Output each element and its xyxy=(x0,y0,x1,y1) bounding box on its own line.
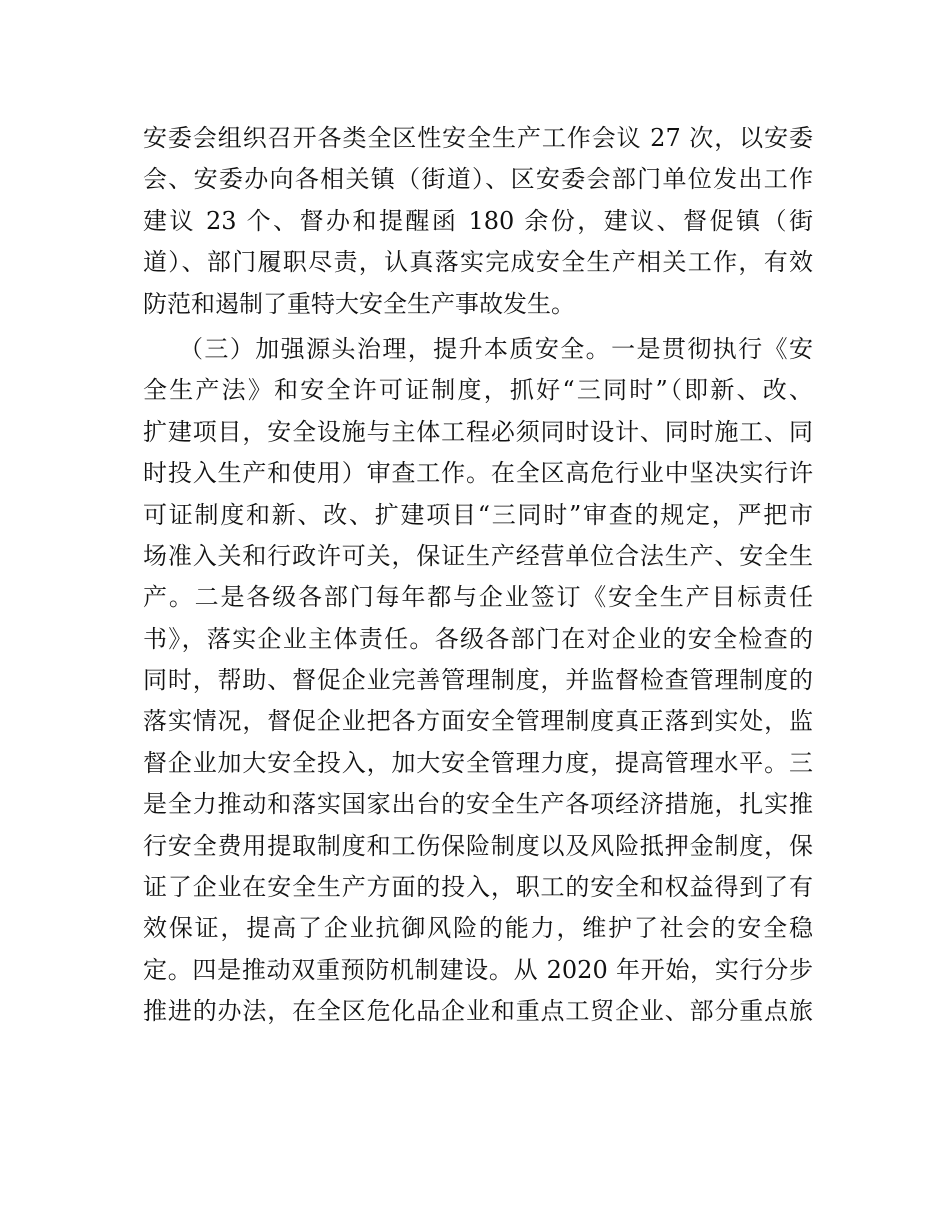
paragraph-2 xyxy=(143,329,813,1033)
text-line: 书》，落实企业主体责任。各级各部门在对企业的安全检查的 xyxy=(143,624,813,653)
text-line: 全生产法》和安全许可证制度，抓好“三同时”（即新、改、 xyxy=(143,376,813,405)
text-line: 推进的办法，在全区危化品企业和重点工贸企业、部分重点旅 xyxy=(143,997,813,1026)
text-line: 扩建项目，安全设施与主体工程必须同时设计、同时施工、同 xyxy=(143,417,813,446)
text-line: 证了企业在安全生产方面的投入，职工的安全和权益得到了有 xyxy=(143,873,813,902)
text-line: 时投入生产和使用）审查工作。在全区高危行业中坚决实行许 xyxy=(143,459,813,488)
text-line: 督企业加大安全投入，加大安全管理力度，提高管理水平。三 xyxy=(143,748,813,777)
text-line: 防范和遏制了重特大安全生产事故发生。 xyxy=(143,289,575,318)
text-line: 安委会组织召开各类全区性安全生产工作会议 27 次，以安委 xyxy=(143,124,813,152)
document-body xyxy=(143,118,813,1033)
text-line: 落实情况，督促企业把各方面安全管理制度真正落到实处，监 xyxy=(143,707,813,736)
text-line: 行安全费用提取制度和工伤保险制度以及风险抵押金制度，保 xyxy=(143,831,813,860)
text-line: 会、安委办向各相关镇（街道）、区安委会部门单位发出工作 xyxy=(143,165,813,194)
text-line: 效保证，提高了企业抗御风险的能力，维护了社会的安全稳 xyxy=(143,914,813,943)
text-line: （三）加强源头治理，提升本质安全。一是贯彻执行《安 xyxy=(179,334,813,363)
text-line: 定。四是推动双重预防机制建设。从 2020 年开始，实行分步 xyxy=(143,955,813,984)
text-line: 可证制度和新、改、扩建项目“三同时”审查的规定，严把市 xyxy=(143,500,813,529)
text-line: 产。二是各级各部门每年都与企业签订《安全生产目标责任 xyxy=(143,583,813,612)
text-line: 是全力推动和落实国家出台的安全生产各项经济措施，扎实推 xyxy=(143,790,813,819)
text-line: 建议 23 个、督办和提醒函 180 余份，建议、督促镇（街 xyxy=(143,206,813,235)
paragraph-1 xyxy=(143,118,813,325)
text-line: 场准入关和行政许可关，保证生产经营单位合法生产、安全生 xyxy=(143,541,813,570)
text-line: 道）、部门履职尽责，认真落实完成安全生产相关工作，有效 xyxy=(143,248,813,277)
text-line: 同时，帮助、督促企业完善管理制度，并监督检查管理制度的 xyxy=(143,666,813,695)
